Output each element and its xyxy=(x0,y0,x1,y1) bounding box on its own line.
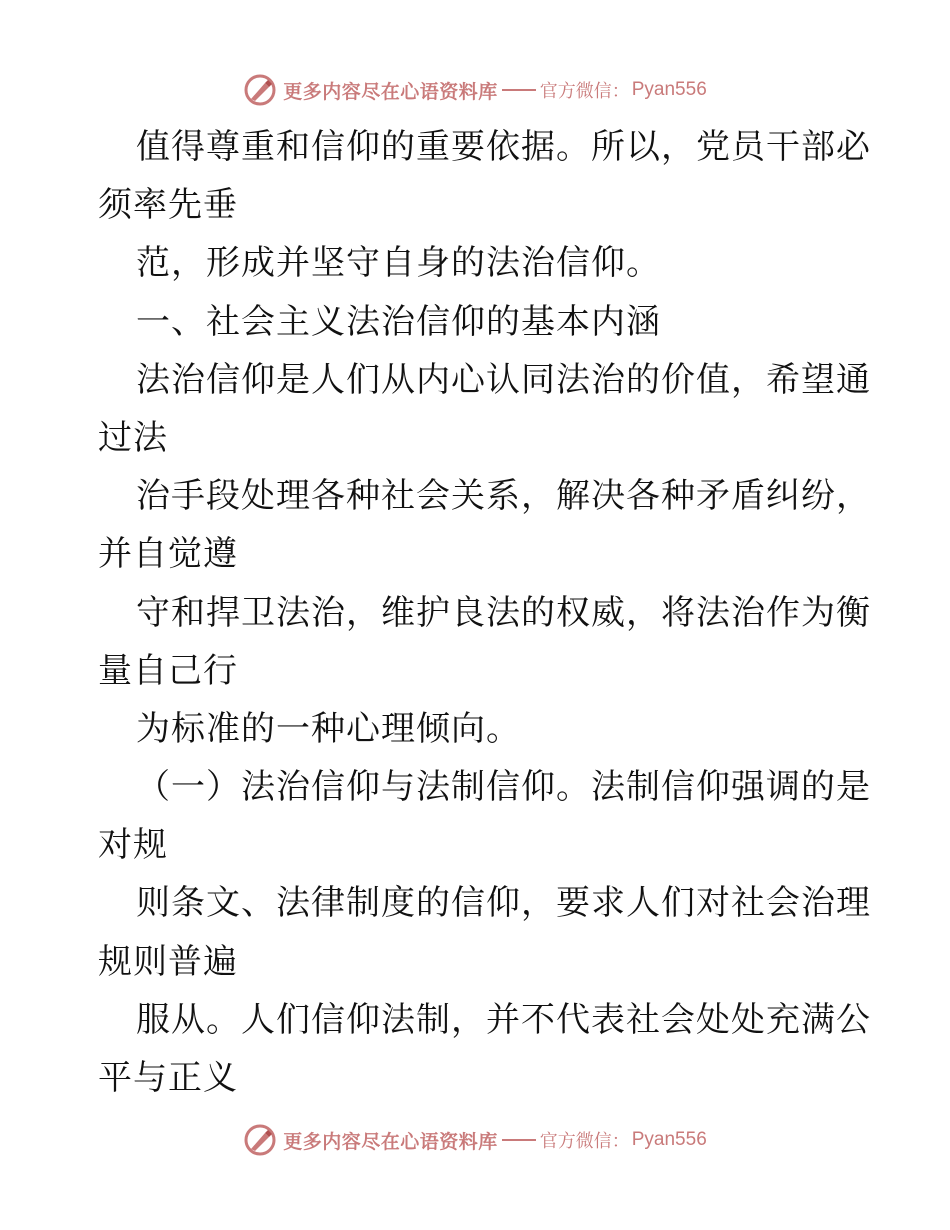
subsection-heading: （一）法治信仰与法制信仰。法制信仰强调的是 xyxy=(136,767,871,808)
text-line: 对规 xyxy=(98,825,168,866)
text-line: 服从。人们信仰法制，并不代表社会处处充满公 xyxy=(136,999,871,1040)
watermark-label: 官方微信： xyxy=(539,81,630,102)
watermark-footer xyxy=(0,1120,950,1160)
watermark-dash xyxy=(502,89,536,91)
text-line: 为标准的一种心理倾向。 xyxy=(136,708,521,749)
watermark-text: 更多内容尽在心语资料库 xyxy=(283,80,498,103)
watermark-label: 官方微信： xyxy=(539,1131,630,1152)
text-line: 并自觉遵 xyxy=(98,534,238,575)
text-line: 则条文、法律制度的信仰，要求人们对社会治理 xyxy=(136,883,871,924)
text-line: 量自己行 xyxy=(98,650,238,691)
pen-logo-icon xyxy=(243,1123,277,1157)
text-line: 平与正义 xyxy=(98,1058,238,1098)
watermark-header xyxy=(0,70,950,110)
watermark-dash xyxy=(502,1139,536,1141)
text-line: 守和捍卫法治，维护良法的权威，将法治作为衡 xyxy=(136,592,871,633)
text-line: 规则普遍 xyxy=(98,941,238,982)
text-line: 治手段处理各种社会关系，解决各种矛盾纠纷， xyxy=(136,476,871,517)
text-line: 须率先垂 xyxy=(98,185,238,226)
text-line: 法治信仰是人们从内心认同法治的价值，希望通 xyxy=(136,359,871,400)
document-body xyxy=(98,118,871,1107)
text-line: 过法 xyxy=(98,417,168,458)
text-line: 范，形成并坚守自身的法治信仰。 xyxy=(136,243,661,284)
pen-logo-icon xyxy=(243,73,277,107)
section-heading: 一、社会主义法治信仰的基本内涵 xyxy=(136,301,661,342)
text-line: 值得尊重和信仰的重要依据。所以，党员干部必 xyxy=(136,127,871,167)
watermark-id: Pyan556 xyxy=(631,1129,707,1150)
watermark-id: Pyan556 xyxy=(631,79,707,100)
watermark-text: 更多内容尽在心语资料库 xyxy=(283,1130,498,1153)
